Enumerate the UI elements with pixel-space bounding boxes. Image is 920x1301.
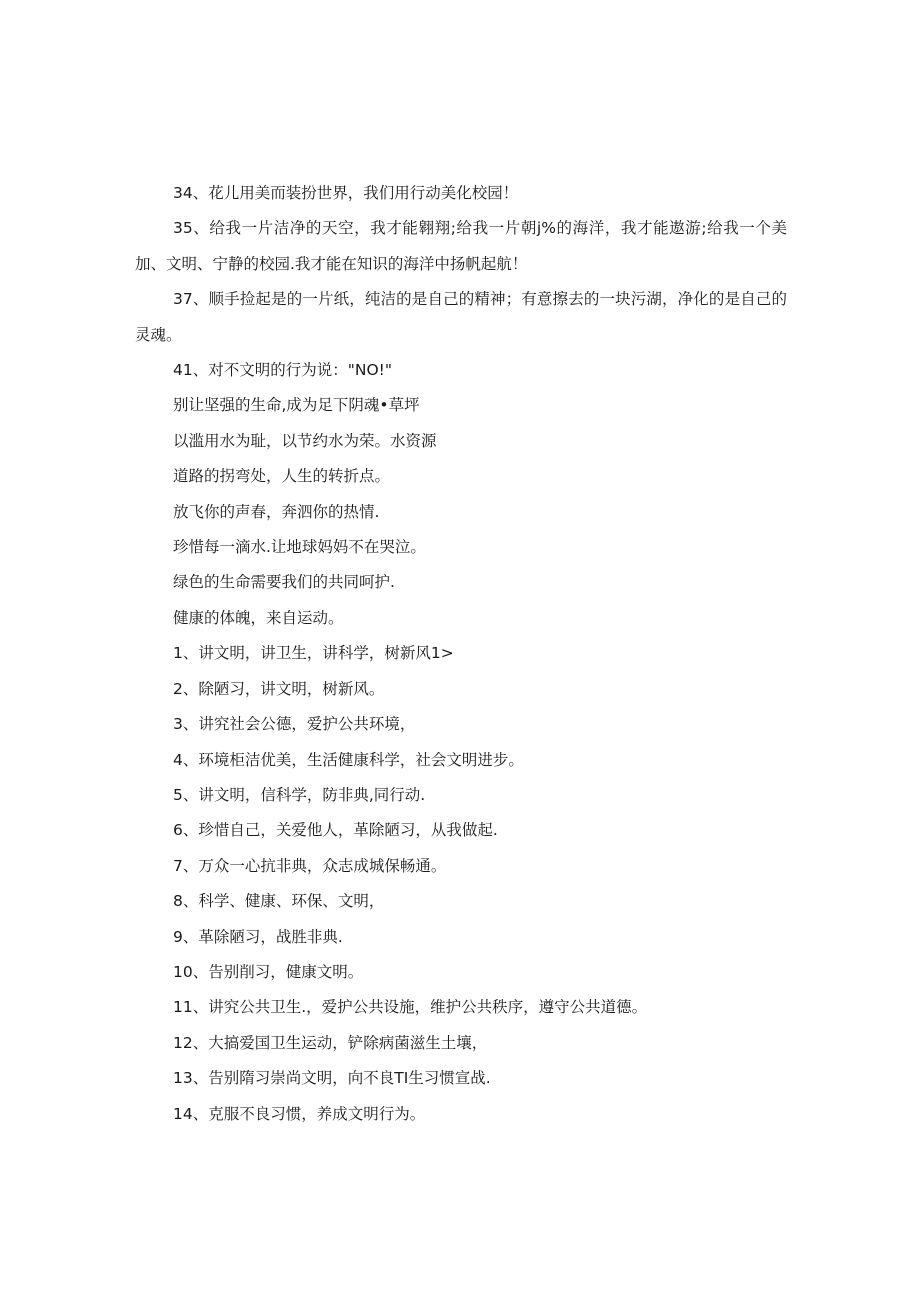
slogan-youth: 放飞你的声春，奔泗你的热情. — [173, 502, 380, 521]
document-body — [135, 176, 787, 1132]
list-item-5: 5、讲文明，信科学，防非典,同行动. — [173, 785, 426, 804]
paragraph-37: 37、顺手捡起是的一片纸，纯洁的是自己的精神；有意擦去的一块污湖，净化的是自己的灵魂。 — [135, 290, 787, 344]
list-item-13: 13、告别隋习崇尚文明，向不良TI生习惯宣战. — [173, 1069, 491, 1088]
slogan-road: 道路的拐弯处，人生的转折点。 — [173, 467, 391, 486]
list-item-12: 12、大搞爱国卫生运动，铲除病菌滋生土壤， — [173, 1033, 488, 1052]
list-item-1: 1、讲文明，讲卫生，讲科学，树新风1> — [173, 644, 454, 663]
slogan-water-resource: 以滥用水为耻，以节约水为荣。水资源 — [173, 431, 437, 450]
list-item-8: 8、科学、健康、环保、文明， — [173, 892, 385, 911]
list-item-3: 3、讲究社会公德，爱护公共环境， — [173, 715, 416, 734]
list-item-7: 7、万众一心抗非典，众志成城保畅通。 — [173, 856, 447, 875]
list-item-2: 2、除陋习，讲文明，树新风。 — [173, 679, 385, 698]
list-item-4: 4、环境柜洁优美，生活健康科学，社会文明进步。 — [173, 750, 524, 769]
list-item-11: 11、讲究公共卫生.，爱护公共设施，维护公共秩序，遵守公共道德。 — [173, 998, 648, 1017]
paragraph-41: 41、对不文明的行为说："NO!" — [173, 361, 392, 380]
paragraph-34: 34、花儿用美而装扮世界，我们用行动美化校园！ — [173, 184, 519, 202]
list-item-6: 6、珍惜自己，关爱他人，革除陋习，从我做起. — [173, 821, 498, 840]
list-item-9: 9、革除陋习，战胜非典. — [173, 927, 343, 946]
list-item-10: 10、告别削习，健康文明。 — [173, 962, 364, 981]
slogan-grass: 别让坚强的生命,成为足下阴魂•草坪 — [173, 396, 420, 415]
slogan-green-life: 绿色的生命需要我们的共同呵护. — [173, 573, 395, 592]
slogan-health: 健康的体魄，来自运动。 — [173, 608, 344, 627]
slogan-water-drop: 珍惜每一滴水.让地球妈妈不在哭泣。 — [173, 538, 426, 557]
paragraph-35: 35、给我一片洁净的天空，我才能翱翔;给我一片朝j%的海洋，我才能遨游;给我一个美加、文明、宁静的校园.我才能在知识的海洋中扬帆起航！ — [135, 219, 787, 273]
list-item-14: 14、克服不良习惯，养成文明行为。 — [173, 1104, 426, 1123]
